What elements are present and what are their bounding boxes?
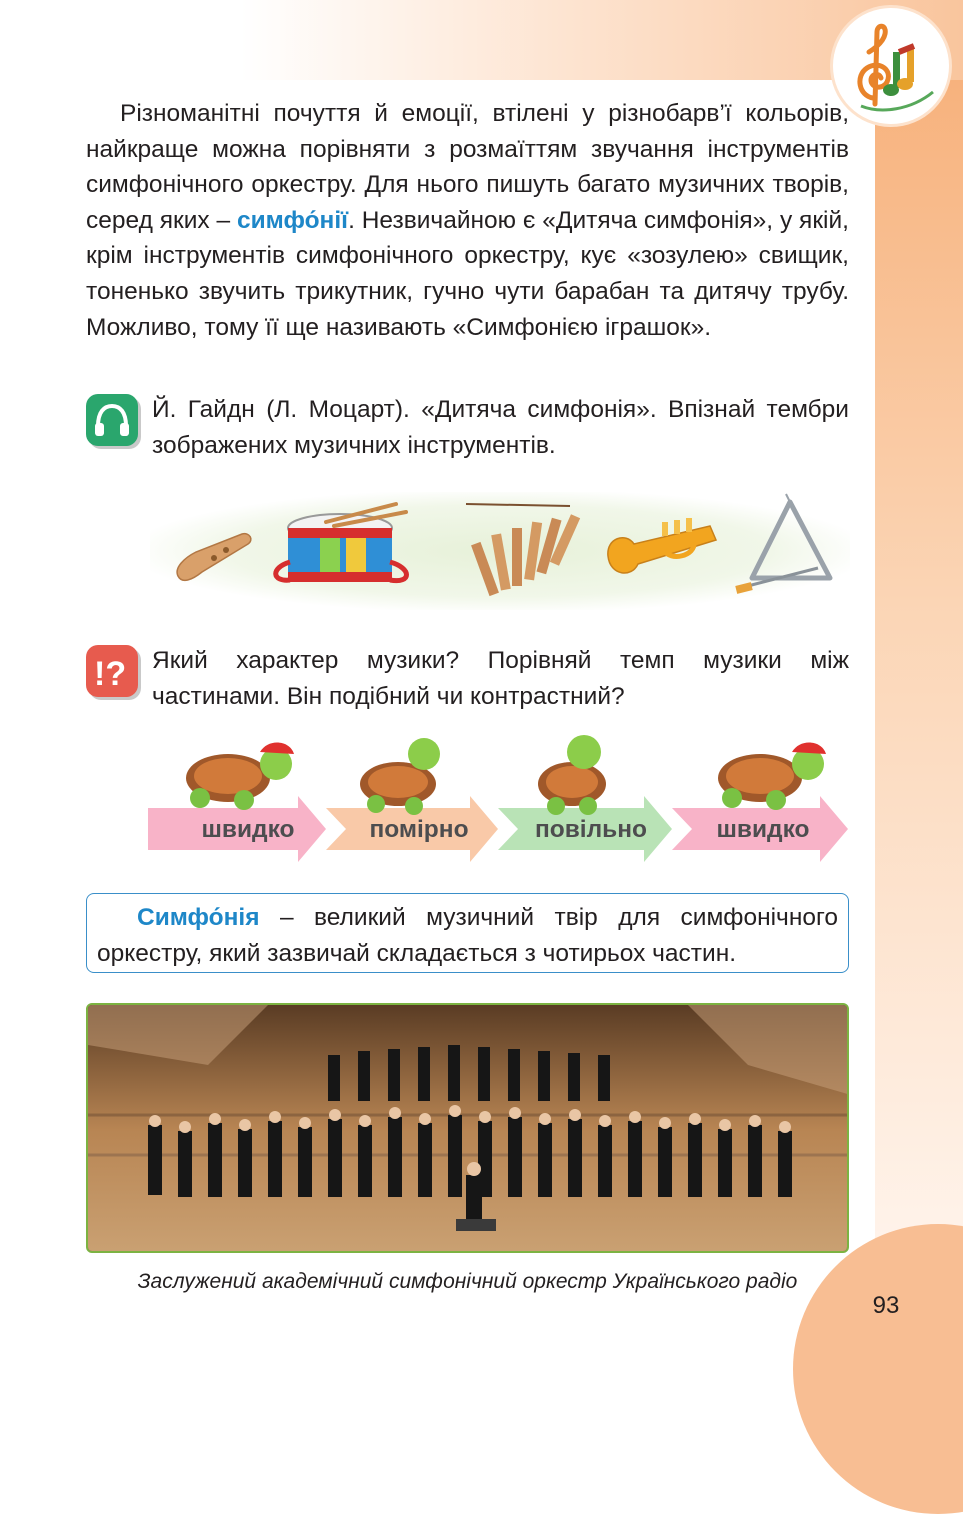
intro-text-start: Різноманітні почуття й емоції, втілені у різнобарв’ї кольорів, найкраще можна порівняти з розмаїттям звучання інструментів симфонічного оркестру. Для нього пишуть багато музичних творів, серед яких – [86, 100, 849, 234]
right-decoration-band [875, 80, 963, 1240]
question-task-text: Який характер музики? Порівняй темп музики між частинами. Він подібний чи контрастний? [152, 647, 849, 710]
instruments-strip [150, 492, 850, 610]
question-task-badge [86, 645, 138, 697]
orchestra-photo [86, 1003, 849, 1253]
tempo-label-slow: повільно [534, 816, 648, 843]
corner-decoration [793, 1224, 963, 1514]
definition-text: – великий музичний твір для симфонічного оркестру, який зазвичай складається з чотирьох частин. [97, 904, 838, 967]
headphones-icon [86, 394, 138, 446]
page-number: 93 [872, 1292, 900, 1319]
trumpet-icon [608, 518, 716, 573]
tempo-label-moderate: помірно [369, 816, 469, 843]
rattle-icon [466, 504, 580, 596]
tempo-label-fast-2: швидко [716, 816, 810, 843]
term-symphony: симфо́нії [236, 206, 349, 234]
intro-text-end: . Незвичайною є «Дитяча симфонія», у якій, крім інструментів симфонічного оркестру, кує «зозулею» свищик, тоненько звучить трикутник, гучно чути барабан та дитячу трубу. Можливо, тому її ще називають «Симфонією іграшок». [86, 206, 849, 341]
music-logo [833, 8, 949, 124]
tempo-label-fast: швидко [201, 816, 295, 843]
drum-icon [276, 504, 407, 582]
whistle-icon [177, 534, 251, 581]
running-turtle-icon [186, 742, 294, 810]
slow-turtle-icon [538, 735, 606, 815]
definition-box [86, 893, 849, 973]
treble-clef-notes-icon [841, 18, 941, 114]
listen-task-badge [86, 394, 138, 446]
tempo-strip [148, 730, 856, 870]
walking-turtle-icon [360, 738, 440, 815]
photo-caption: Заслужений академічний симфонічний оркестр Українського радіо [137, 1270, 798, 1293]
listen-task-text: Й. Гайдн (Л. Моцарт). «Дитяча симфонія». Впізнай тембри зображених музичних інструментів. [152, 396, 849, 459]
triangle-icon [735, 494, 830, 594]
exclamation-question-icon [86, 645, 138, 697]
question-task [86, 643, 849, 714]
running-turtle-icon [718, 742, 826, 810]
svg-text:!?: !? [94, 655, 127, 693]
listen-task [86, 392, 849, 463]
top-decoration-band [0, 0, 963, 80]
intro-paragraph [86, 96, 849, 345]
definition-term: Симфо́нія [137, 904, 260, 931]
